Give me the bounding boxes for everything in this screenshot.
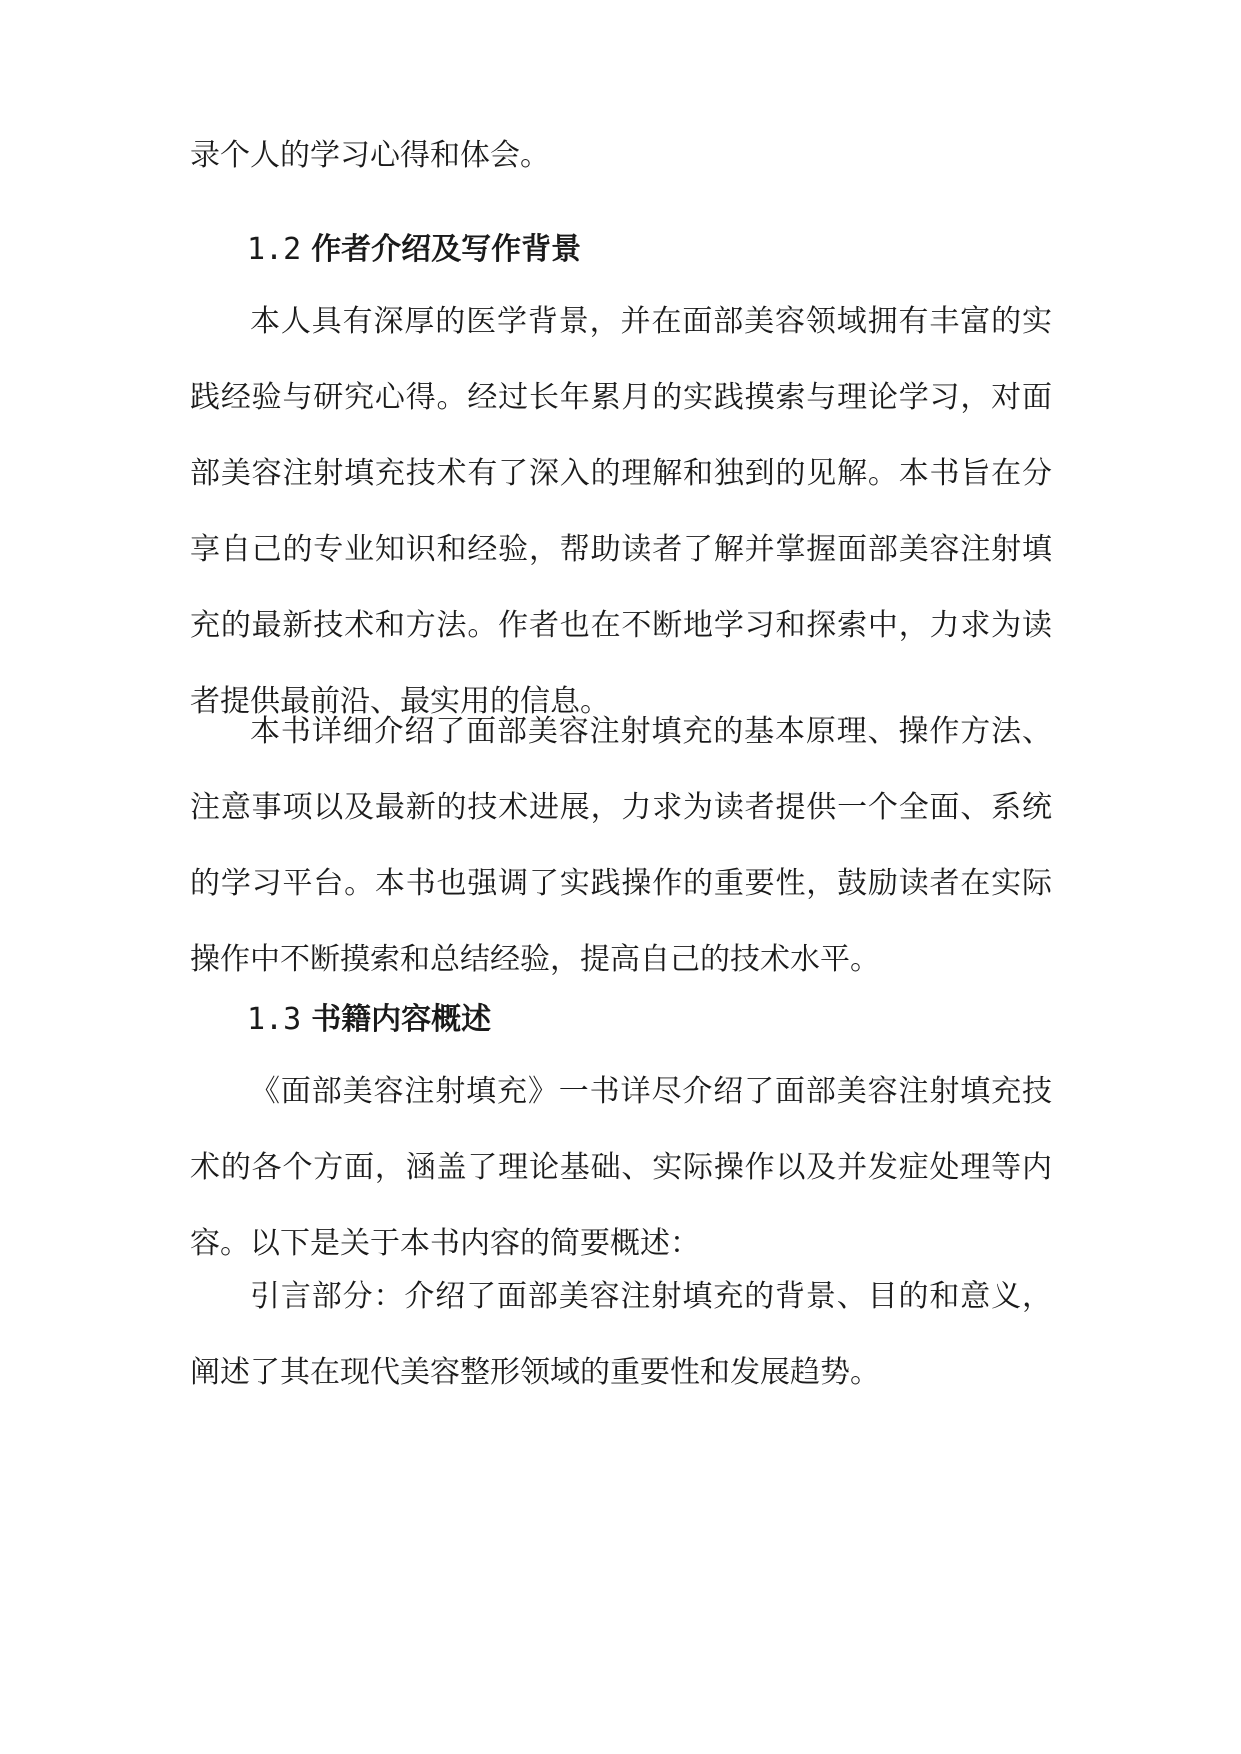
paragraph-introduction-part: 引言部分：介绍了面部美容注射填充的背景、目的和意义，阐述了其在现代美容整形领域的重要性和发展趋势。 bbox=[190, 1279, 1052, 1390]
paragraph-book-intro: 本书详细介绍了面部美容注射填充的基本原理、操作方法、注意事项以及最新的技术进展，力求为读者提供一个全面、系统的学习平台。本书也强调了实践操作的重要性，鼓励读者在实际操作中不断摸索和总结经验，提高自己的技术水平。 bbox=[190, 714, 1052, 977]
paragraph-author-background: 本人具有深厚的医学背景，并在面部美容领域拥有丰富的实践经验与研究心得。经过长年累月的实践摸索与理论学习，对面部美容注射填充技术有了深入的理解和独到的见解。本书旨在分享自己的专业知识和经验，帮助读者了解并掌握面部美容注射填充的最新技术和方法。作者也在不断地学习和探索中，力求为读者提供最前沿、最实用的信息。 bbox=[190, 304, 1052, 719]
section-title: 作者介绍及写作背景 bbox=[311, 232, 582, 267]
section-title: 书籍内容概述 bbox=[311, 1002, 492, 1037]
section-heading-1-2 bbox=[247, 230, 581, 270]
paragraph-content-overview: 《面部美容注射填充》一书详尽介绍了面部美容注射填充技术的各个方面，涵盖了理论基础、实际操作以及并发症处理等内容。以下是关于本书内容的简要概述： bbox=[190, 1074, 1052, 1261]
section-number: 1.3 bbox=[247, 1002, 302, 1037]
section-number: 1.2 bbox=[247, 232, 302, 267]
section-heading-1-3 bbox=[247, 1000, 491, 1040]
continuation-paragraph: 录个人的学习心得和体会。 bbox=[190, 138, 550, 173]
